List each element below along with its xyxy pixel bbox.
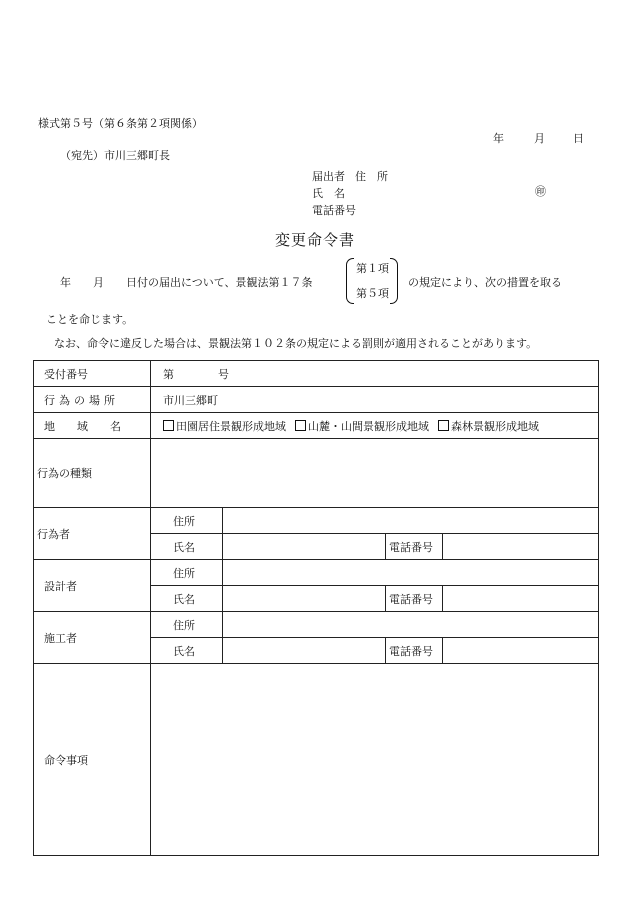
builder-phone-field[interactable]: [443, 638, 599, 664]
seal-mark: ㊞: [535, 185, 546, 198]
receipt-number-label: 受付番号: [34, 361, 151, 387]
applicant-address-label: 住 所: [355, 170, 388, 183]
applicant-label: 届出者: [312, 170, 345, 183]
actor-address-label: 住所: [151, 508, 223, 534]
designer-phone-label: 電話番号: [386, 586, 443, 612]
location-field[interactable]: 市川三郷町: [151, 387, 599, 413]
date-day: 日: [573, 132, 584, 145]
designer-name-field[interactable]: [223, 586, 386, 612]
table-row: [34, 508, 599, 534]
applicant-phone-label: 電話番号: [312, 204, 356, 217]
table-row: [34, 439, 599, 508]
body-line-3: なお、命令に違反した場合は、景観法第１０２条の規定による罰則が適用されることがあります。: [54, 337, 538, 350]
table-row: [34, 387, 599, 413]
addressee: （宛先）市川三郷町長: [60, 149, 170, 162]
builder-phone-label: 電話番号: [386, 638, 443, 664]
date-year: 年: [493, 132, 504, 145]
order-form-table: [33, 360, 599, 856]
builder-address-field[interactable]: [223, 612, 599, 638]
date-month: 月: [534, 132, 545, 145]
checkbox-icon[interactable]: [163, 420, 174, 431]
area-option[interactable]: 山麓・山間景観形成地域: [295, 420, 429, 433]
area-option[interactable]: 田園居住景観形成地域: [163, 420, 286, 433]
actor-address-field[interactable]: [223, 508, 599, 534]
left-bracket: [346, 258, 354, 304]
builder-address-label: 住所: [151, 612, 223, 638]
designer-label: 設計者: [34, 560, 151, 612]
actor-name-label: 氏名: [151, 534, 223, 560]
date-line: [493, 133, 584, 144]
option-paragraph-5: 第５項: [356, 287, 389, 300]
designer-address-label: 住所: [151, 560, 223, 586]
order-items-field[interactable]: [151, 664, 599, 856]
applicant-block: [312, 168, 388, 219]
actor-name-field[interactable]: [223, 534, 386, 560]
option-paragraph-1: 第１項: [356, 262, 389, 275]
area-options: [151, 413, 599, 439]
designer-name-label: 氏名: [151, 586, 223, 612]
builder-label: 施工者: [34, 612, 151, 664]
designer-phone-field[interactable]: [443, 586, 599, 612]
article-options-brace: [346, 258, 398, 302]
applicant-name-label: 氏 名: [312, 187, 345, 200]
action-type-field[interactable]: [151, 439, 599, 508]
builder-name-label: 氏名: [151, 638, 223, 664]
receipt-number-field[interactable]: 第 号: [151, 361, 599, 387]
table-row: [34, 612, 599, 638]
checkbox-icon[interactable]: [295, 420, 306, 431]
form-number: 様式第５号（第６条第２項関係）: [38, 117, 203, 130]
builder-name-field[interactable]: [223, 638, 386, 664]
action-type-label: 行為の種類: [34, 439, 151, 508]
area-option[interactable]: 森林景観形成地域: [438, 420, 539, 433]
actor-phone-label: 電話番号: [386, 534, 443, 560]
table-row: [34, 664, 599, 856]
area-label: 地 域 名: [34, 413, 151, 439]
table-row: [34, 560, 599, 586]
checkbox-icon[interactable]: [438, 420, 449, 431]
designer-address-field[interactable]: [223, 560, 599, 586]
body-line-1-end: の規定により、次の措置を取る: [408, 276, 562, 289]
document-title: 変更命令書: [274, 231, 355, 249]
table-row: [34, 413, 599, 439]
location-label: 行為の場所: [34, 387, 151, 413]
right-bracket: [390, 258, 398, 304]
actor-label: 行為者: [34, 508, 151, 560]
order-items-label: 命令事項: [34, 664, 151, 856]
actor-phone-field[interactable]: [443, 534, 599, 560]
table-row: [34, 361, 599, 387]
body-line-1-start: 年 月 日付の届出について、景観法第１７条: [60, 276, 313, 289]
body-line-2: ことを命じます。: [46, 313, 134, 326]
